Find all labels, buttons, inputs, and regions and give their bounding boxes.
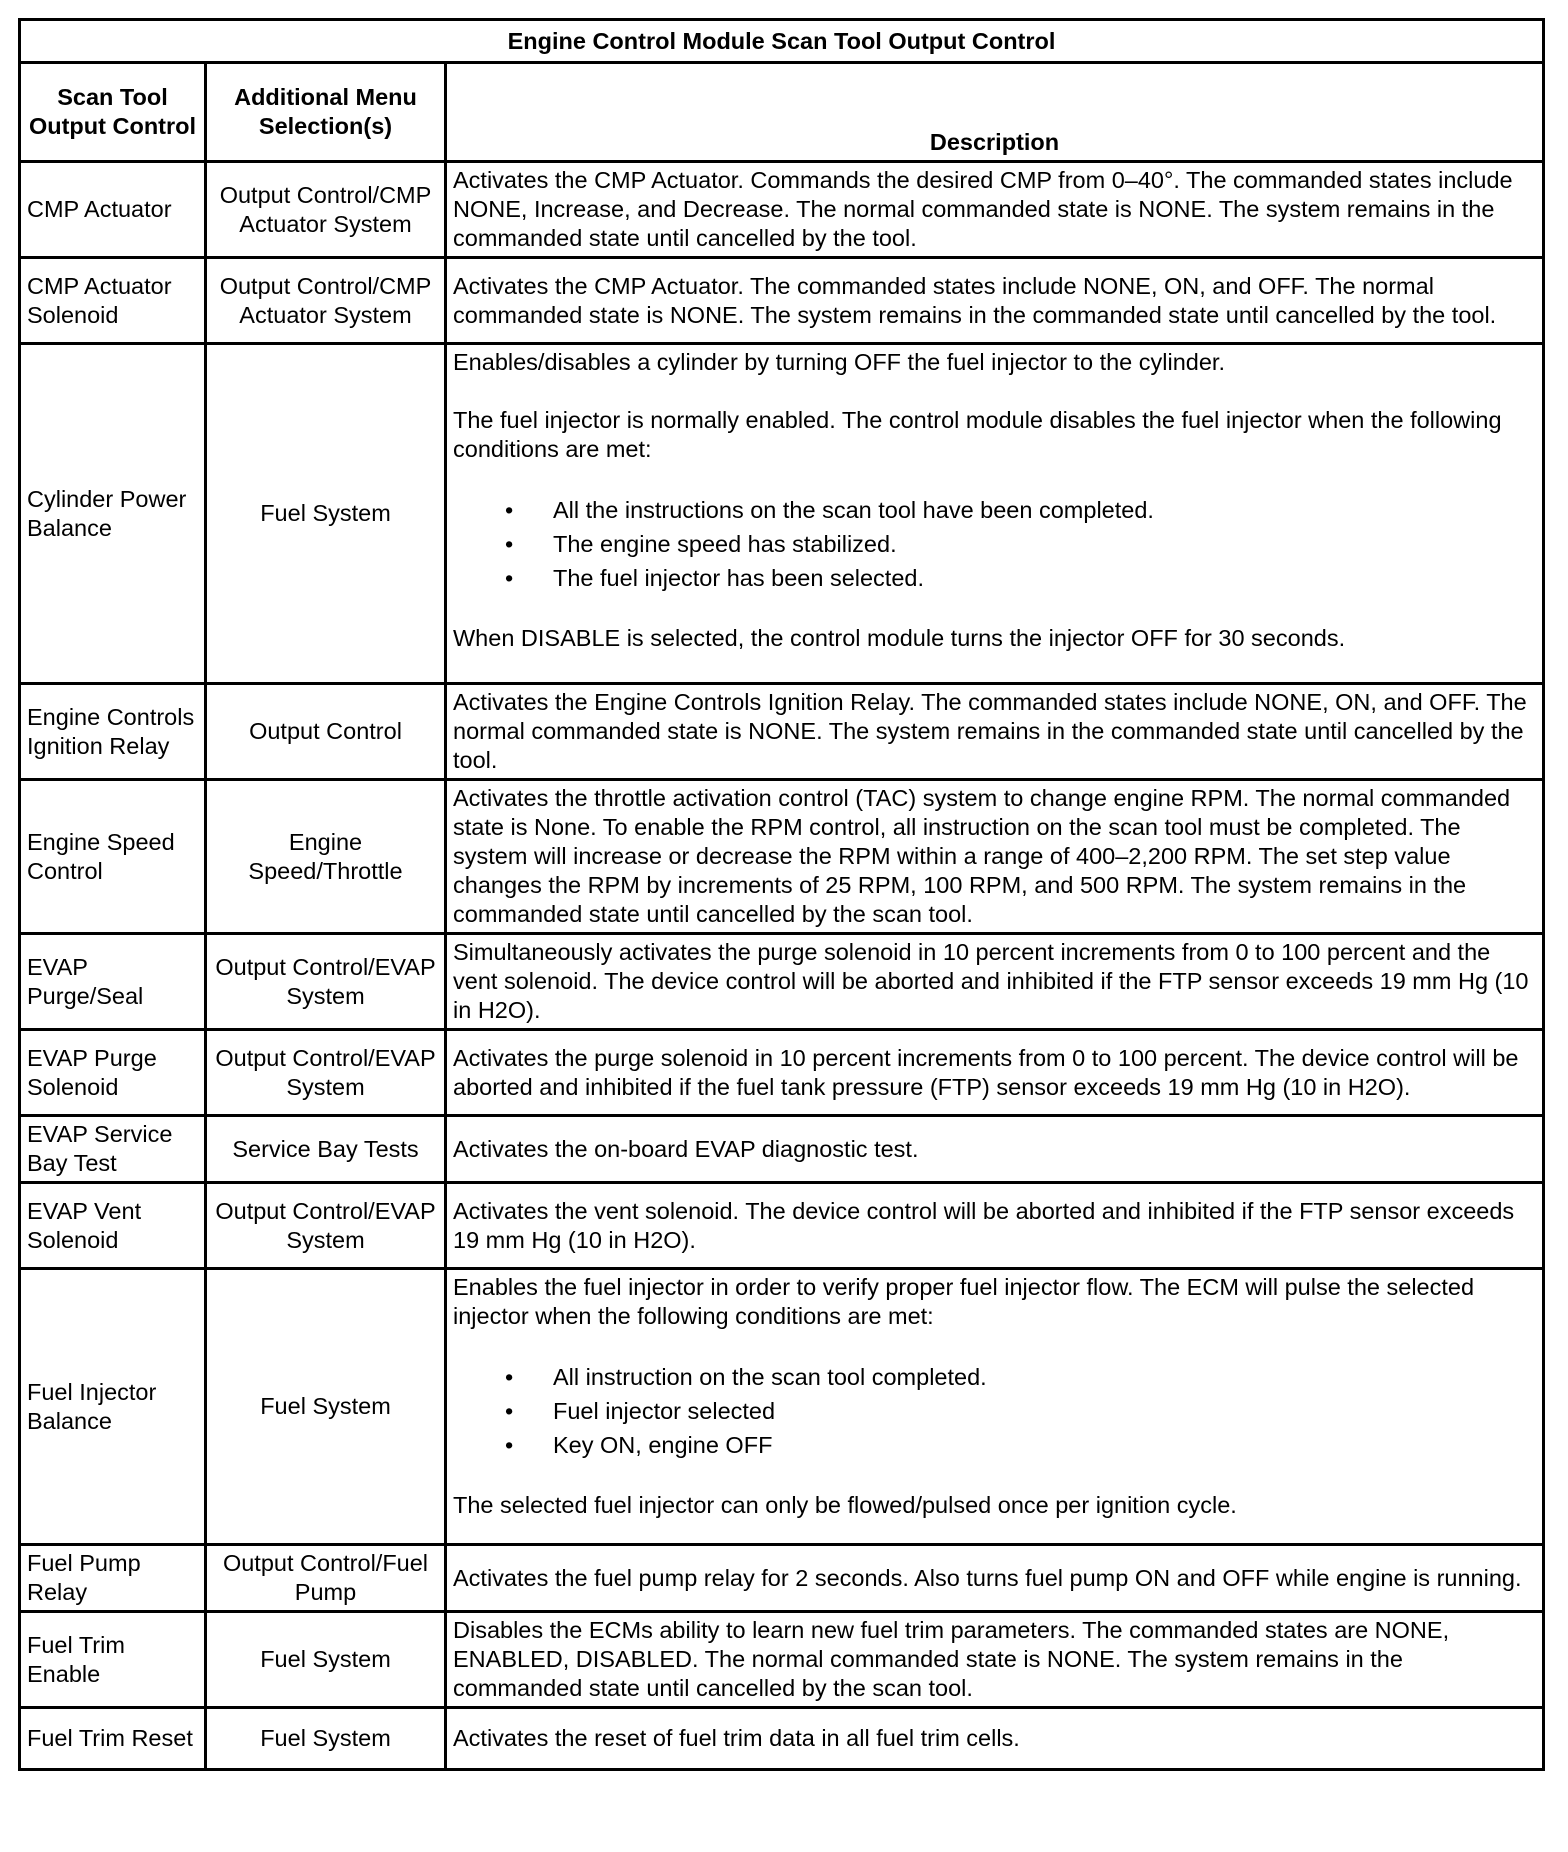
control-name: EVAP Vent Solenoid	[20, 1183, 206, 1269]
description: Activates the purge solenoid in 10 percent increments from 0 to 100 percent. The device control will be aborted and inhibited if the fuel tank pressure (FTP) sensor exceeds 19 mm Hg (10 in H2O).	[446, 1030, 1544, 1116]
control-name: EVAP Purge Solenoid	[20, 1030, 206, 1116]
description: Activates the Engine Controls Ignition Relay. The commanded states include NONE, ON, and OFF. The normal commanded state is NONE. The system remains in the commanded state until cancelled by the tool.	[446, 684, 1544, 780]
table-row	[20, 1708, 1544, 1770]
menu-selection: Engine Speed/Throttle	[206, 780, 446, 934]
description: Activates the CMP Actuator. Commands the desired CMP from 0–40°. The commanded states include NONE, Increase, and Decrease. The normal commanded state is NONE. The system remains in the commanded state until cancelled by the tool.	[446, 162, 1544, 258]
list-item	[453, 1394, 1536, 1428]
table-row	[20, 1030, 1544, 1116]
menu-selection: Fuel System	[206, 1269, 446, 1545]
list-item	[453, 1360, 1536, 1394]
table-row	[20, 1545, 1544, 1612]
description: Activates the on-board EVAP diagnostic test.	[446, 1116, 1544, 1183]
list-item-text: All the instructions on the scan tool have been completed.	[553, 497, 1154, 523]
list-item	[453, 527, 1536, 561]
control-name: EVAP Service Bay Test	[20, 1116, 206, 1183]
description-outro: When DISABLE is selected, the control module turns the injector OFF for 30 seconds.	[453, 625, 1346, 651]
menu-selection: Output Control/EVAP System	[206, 934, 446, 1030]
header-row	[20, 63, 1544, 162]
control-name: Cylinder Power Balance	[20, 344, 206, 684]
description-intro: Enables/disables a cylinder by turning OFF the fuel injector to the cylinder.	[453, 349, 1225, 375]
table-row	[20, 1269, 1544, 1545]
menu-selection: Output Control/Fuel Pump	[206, 1545, 446, 1612]
control-name: Fuel Trim Reset	[20, 1708, 206, 1770]
bullet-icon: •	[505, 1432, 514, 1458]
description: Activates the CMP Actuator. The commanded states include NONE, ON, and OFF. The normal commanded state is NONE. The system remains in the commanded state until cancelled by the tool.	[446, 258, 1544, 344]
table-row	[20, 1183, 1544, 1269]
control-name: Fuel Trim Enable	[20, 1612, 206, 1708]
description: Simultaneously activates the purge solenoid in 10 percent increments from 0 to 100 percent and the vent solenoid. The device control will be aborted and inhibited if the FTP sensor exceeds 19 mm Hg (10 in H2O).	[446, 934, 1544, 1030]
table-row	[20, 780, 1544, 934]
table-row	[20, 344, 1544, 684]
control-name: Engine Speed Control	[20, 780, 206, 934]
table-row	[20, 1612, 1544, 1708]
description-outro: The selected fuel injector can only be flowed/pulsed once per ignition cycle.	[453, 1492, 1237, 1518]
description: Activates the fuel pump relay for 2 seconds. Also turns fuel pump ON and OFF while engine is running.	[446, 1545, 1544, 1612]
bullet-icon: •	[505, 565, 514, 591]
control-name: EVAP Purge/Seal	[20, 934, 206, 1030]
conditions-list	[453, 1360, 1536, 1462]
output-control-table	[18, 18, 1545, 1771]
description-paragraph: The fuel injector is normally enabled. The control module disables the fuel injector when the following conditions are met:	[453, 407, 1502, 462]
header-description: Description	[446, 63, 1544, 162]
bullet-icon: •	[505, 497, 514, 523]
list-item	[453, 1428, 1536, 1462]
control-name: CMP Actuator	[20, 162, 206, 258]
list-item-text: The fuel injector has been selected.	[553, 565, 925, 591]
list-item-text: The engine speed has stabilized.	[553, 531, 897, 557]
description	[446, 344, 1544, 684]
bullet-icon: •	[505, 531, 514, 557]
list-item	[453, 493, 1536, 527]
bullet-icon: •	[505, 1364, 514, 1390]
list-item-text: Key ON, engine OFF	[553, 1432, 773, 1458]
header-additional-menu-selections: Additional Menu Selection(s)	[206, 63, 446, 162]
table-row	[20, 162, 1544, 258]
menu-selection: Fuel System	[206, 344, 446, 684]
menu-selection: Output Control/EVAP System	[206, 1030, 446, 1116]
list-item-text: All instruction on the scan tool completed.	[553, 1364, 987, 1390]
table-row	[20, 684, 1544, 780]
control-name: Engine Controls Ignition Relay	[20, 684, 206, 780]
menu-selection: Output Control/EVAP System	[206, 1183, 446, 1269]
header-scan-tool-output-control: Scan Tool Output Control	[20, 63, 206, 162]
description	[446, 1269, 1544, 1545]
conditions-list	[453, 493, 1536, 595]
list-item-text: Fuel injector selected	[553, 1398, 776, 1424]
menu-selection: Output Control/CMP Actuator System	[206, 258, 446, 344]
table-row	[20, 934, 1544, 1030]
table-row	[20, 1116, 1544, 1183]
menu-selection: Output Control	[206, 684, 446, 780]
table-title: Engine Control Module Scan Tool Output Control	[20, 20, 1544, 63]
control-name: CMP Actuator Solenoid	[20, 258, 206, 344]
menu-selection: Output Control/CMP Actuator System	[206, 162, 446, 258]
control-name: Fuel Pump Relay	[20, 1545, 206, 1612]
description: Activates the throttle activation control (TAC) system to change engine RPM. The normal commanded state is None. To enable the RPM control, all instruction on the scan tool must be completed. The system will increase or decrease the RPM within a range of 400–2,200 RPM. The set step value changes the RPM by increments of 25 RPM, 100 RPM, and 500 RPM. The system remains in the commanded state until cancelled by the scan tool.	[446, 780, 1544, 934]
table-row	[20, 258, 1544, 344]
description: Disables the ECMs ability to learn new fuel trim parameters. The commanded states are NONE, ENABLED, DISABLED. The normal commanded state is NONE. The system remains in the commanded state until cancelled by the scan tool.	[446, 1612, 1544, 1708]
menu-selection: Fuel System	[206, 1612, 446, 1708]
list-item	[453, 561, 1536, 595]
bullet-icon: •	[505, 1398, 514, 1424]
control-name: Fuel Injector Balance	[20, 1269, 206, 1545]
description-intro: Enables the fuel injector in order to verify proper fuel injector flow. The ECM will pulse the selected injector when the following conditions are met:	[453, 1274, 1475, 1329]
description: Activates the reset of fuel trim data in all fuel trim cells.	[446, 1708, 1544, 1770]
menu-selection: Service Bay Tests	[206, 1116, 446, 1183]
menu-selection: Fuel System	[206, 1708, 446, 1770]
description: Activates the vent solenoid. The device control will be aborted and inhibited if the FTP sensor exceeds 19 mm Hg (10 in H2O).	[446, 1183, 1544, 1269]
